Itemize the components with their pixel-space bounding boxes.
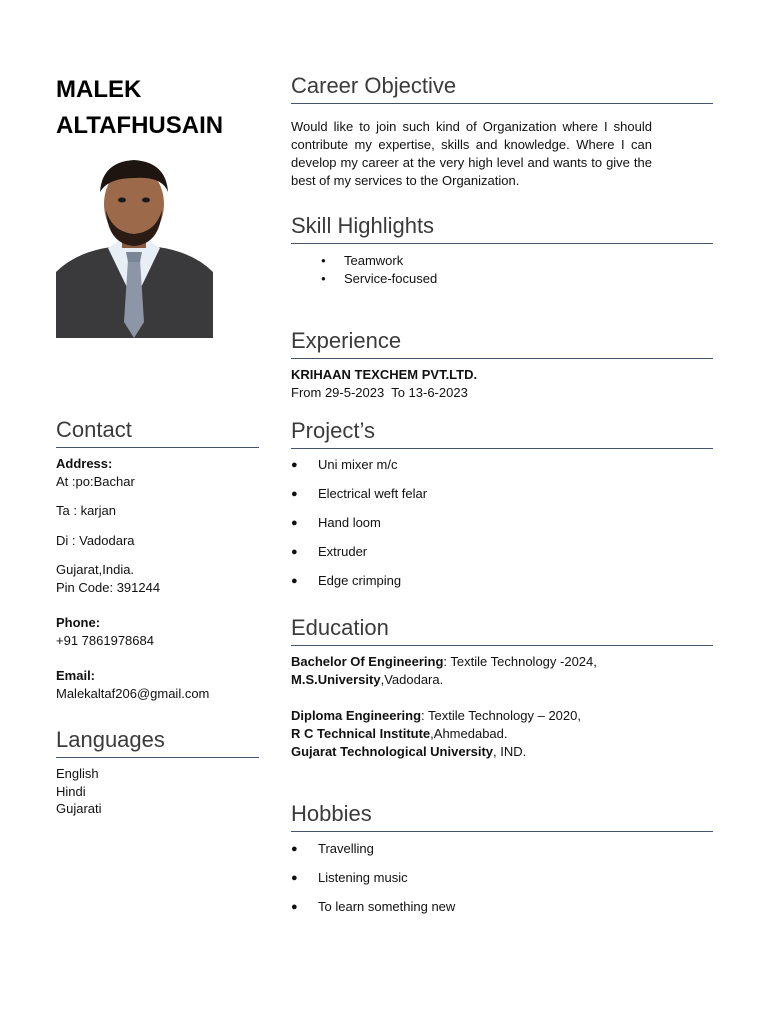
- school-2-city: ,Ahmedabad.: [430, 726, 508, 741]
- education-school-2: [291, 725, 713, 743]
- projects-heading: Project’s: [291, 418, 713, 449]
- phone-label: Phone:: [56, 615, 101, 630]
- career-objective-heading: Career Objective: [291, 73, 713, 104]
- hobby-item: Listening music: [318, 870, 408, 885]
- bullet-icon: ●: [291, 872, 298, 884]
- address-line-5: Pin Code: 391244: [56, 579, 161, 595]
- email-value: Malekaltaf206@gmail.com: [56, 685, 210, 701]
- address-line-1: At :po:Bachar: [56, 473, 135, 489]
- bullet-icon: ●: [291, 546, 298, 558]
- education-degree-2: [291, 707, 713, 725]
- hobby-item: Travelling: [318, 841, 374, 856]
- contact-heading: Contact: [56, 417, 259, 448]
- hobbies-heading: Hobbies: [291, 801, 713, 832]
- skill-item: Teamwork: [344, 253, 404, 268]
- experience-company: KRIHAAN TEXCHEM PVT.LTD.: [291, 367, 478, 382]
- bullet-icon: ●: [291, 575, 298, 587]
- hobby-item: To learn something new: [318, 899, 456, 914]
- degree-2-name: Diploma Engineering: [291, 708, 422, 723]
- candidate-name: [56, 72, 259, 144]
- education-school-1: [291, 671, 713, 689]
- degree-1-name: Bachelor Of Engineering: [291, 654, 444, 669]
- school-2-name: R C Technical Institute: [291, 726, 431, 741]
- bullet-icon: ●: [291, 459, 298, 471]
- address-line-2: Ta : karjan: [56, 503, 116, 518]
- project-item: Uni mixer m/c: [318, 457, 398, 472]
- education-heading: Education: [291, 615, 713, 646]
- address-line-3: Di : Vadodara: [56, 532, 135, 548]
- project-item: Edge crimping: [318, 573, 402, 588]
- university-2-name: Gujarat Technological University: [291, 744, 494, 759]
- project-item: Electrical weft felar: [318, 486, 428, 501]
- skill-item: Service-focused: [344, 271, 438, 286]
- school-1-city: ,Vadodara.: [380, 672, 444, 687]
- portrait-illustration: [56, 152, 213, 338]
- school-1-name: M.S.University: [291, 672, 381, 687]
- education-university-2: [291, 743, 713, 761]
- phone-value: +91 7861978684: [56, 632, 154, 648]
- career-objective-text: Would like to join such kind of Organization where I should contribute my expertise, skills and knowledge. Where I can develop my career at the very high level and wants to give the best of my services to the Organization.: [291, 119, 652, 188]
- bullet-icon: ●: [321, 256, 326, 265]
- languages-list: [56, 765, 102, 818]
- experience-period: From 29-5-2023 To 13-6-2023: [291, 385, 468, 400]
- experience-heading: Experience: [291, 328, 713, 359]
- name-line-1: MALEK: [56, 76, 142, 103]
- education-details: [291, 653, 713, 761]
- languages-heading: Languages: [56, 727, 259, 758]
- project-item: Extruder: [318, 544, 368, 559]
- experience-entry: [291, 366, 477, 402]
- language-item: Gujarati: [56, 801, 102, 816]
- name-line-2: ALTAFHUSAIN: [56, 112, 224, 139]
- degree-1-field: : Textile Technology -2024,: [443, 654, 597, 669]
- degree-2-field: : Textile Technology – 2020,: [421, 708, 581, 723]
- bullet-icon: ●: [321, 274, 326, 283]
- bullet-icon: ●: [291, 843, 298, 855]
- education-degree-1: [291, 653, 713, 671]
- language-item: Hindi: [56, 783, 86, 799]
- address-line-4: Gujarat,India.: [56, 562, 135, 577]
- project-item: Hand loom: [318, 515, 381, 530]
- skill-highlights-heading: Skill Highlights: [291, 213, 713, 244]
- email-label: Email:: [56, 668, 96, 683]
- bullet-icon: ●: [291, 901, 298, 913]
- university-2-country: , IND.: [493, 744, 527, 759]
- bullet-icon: ●: [291, 517, 298, 529]
- profile-photo: [56, 152, 213, 338]
- language-item: English: [56, 766, 99, 781]
- contact-details: [56, 455, 266, 702]
- address-label: Address:: [56, 456, 113, 471]
- bullet-icon: ●: [291, 488, 298, 500]
